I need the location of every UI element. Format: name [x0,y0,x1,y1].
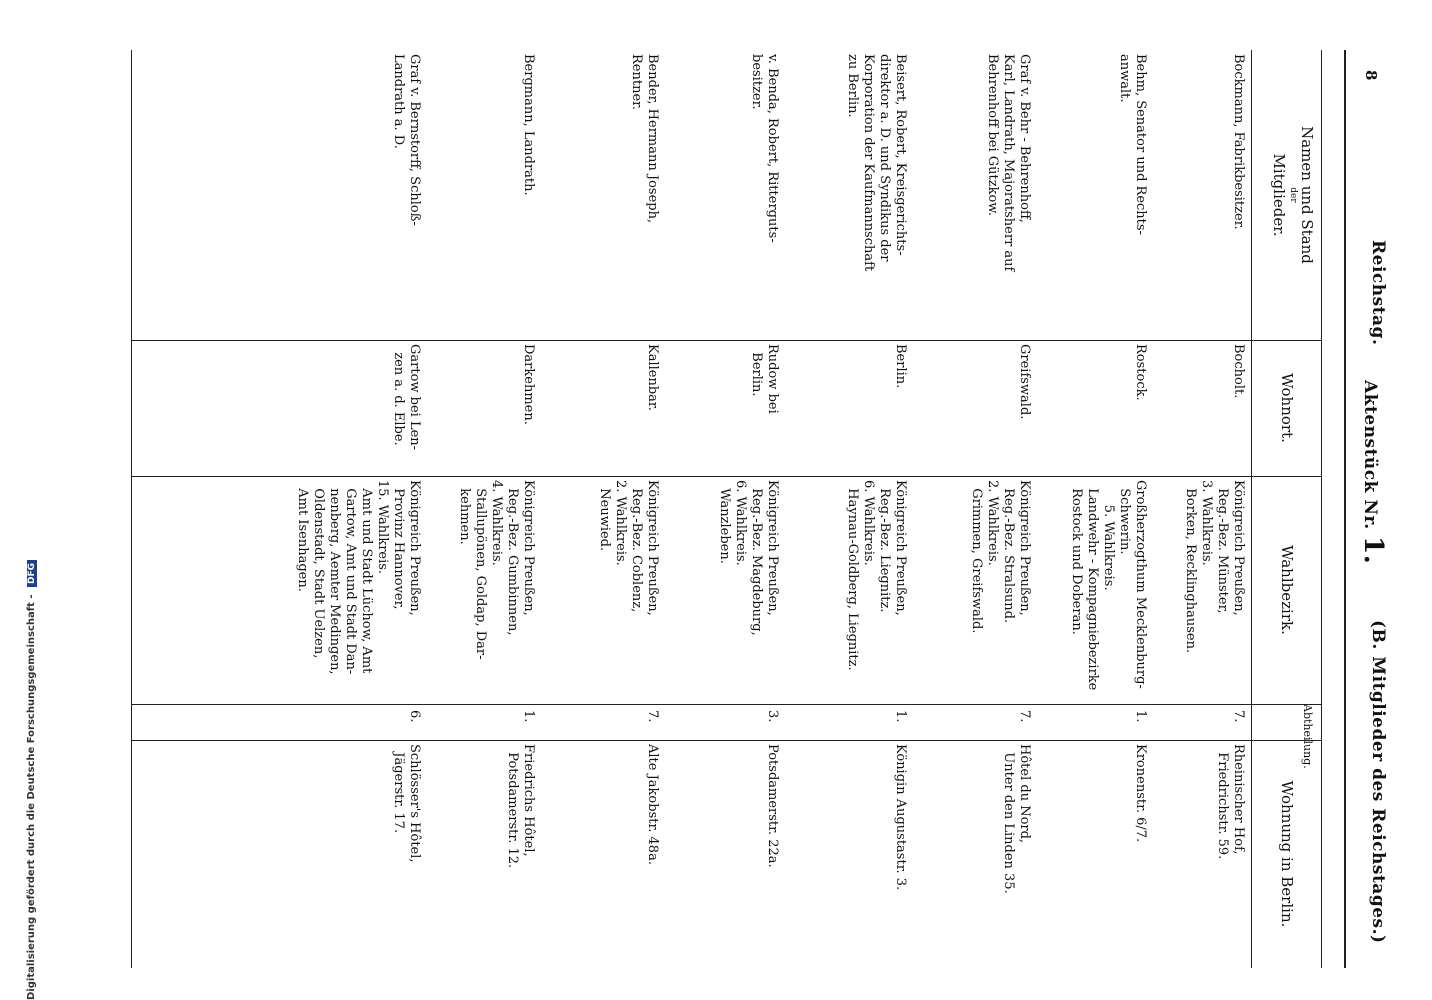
member-division: 1. [893,710,908,723]
member-division: 6. [407,710,422,723]
header-rule-top [1344,50,1346,968]
member-district: Königreich Preußen, Reg.-Bez. Stralsund. 2. Wahlkreis. Grimmen, Greifswald. [969,480,1032,634]
member-name: Bergmann, Landrath. [521,54,536,196]
member-berlin-address: Potsdamerstr. 22a. [765,744,780,868]
table-row [1150,0,1246,1000]
header-name-column [1270,50,1316,340]
member-berlin-address: Alte Jakobstr. 48a. [645,744,660,865]
table-rule-bottom [131,50,132,968]
member-residence: Berlin. [893,344,908,389]
member-name: Graf v. Behr - Behrenhoff, Karl, Landrath, Majoratsherr auf Behrenhoff bei Gützkow. [985,54,1032,272]
member-name: Behm, Senator und Rechts- anwalt. [1117,54,1148,235]
table-row [564,0,660,1000]
member-name: v. Benda, Robert, Ritterguts- besitzer. [749,54,780,243]
member-district: Königreich Preußen, Reg.-Bez. Gumbinnen, 4. Wahlkreis. Stallupönen, Goldap, Dar- kehmen. [457,480,536,660]
table-row [684,0,780,1000]
member-district: Königreich Preußen, Reg.-Bez. Münster, 3. Wahlkreis. Borken, Recklinghausen. [1183,480,1246,654]
table-row [936,0,1032,1000]
member-berlin-address: Kronenstr. 6/7. [1133,744,1148,843]
member-district: Königreich Preußen, Provinz Hannover, 15. Wahlkreis. Amt und Stadt Lüchow, Amt Gartow, Amt und Stadt Dan- nenberg, Aemter Medingen, Oldenstadt, Stadt Uelzen, Amt Isenhagen. [295,480,422,675]
header-name-line2: Mitglieder. [1270,153,1288,237]
running-title-number: 1. [1358,536,1388,565]
header-name-line1: Namen und Stand [1298,126,1316,264]
member-berlin-address: Schlösser's Hôtel, Jägerstr. 17. [391,744,422,863]
member-residence: Kallenbar. [645,344,660,411]
digitization-note-text-wrap [26,560,37,1000]
header-residence: Wohnort. [1278,373,1296,443]
header-division: Abtheilung. [1301,704,1314,769]
member-division: 3. [765,710,780,723]
dfg-logo: DFG [27,560,37,587]
table-rule-top [1321,50,1322,968]
member-residence: Greifswald. [1017,344,1032,420]
page-number: 8 [1362,70,1380,81]
running-title-left: Reichstag. [1368,240,1388,346]
member-berlin-address: Königin Augustastr. 3. [893,744,908,891]
member-residence: Bocholt. [1231,344,1246,399]
member-division: 7. [645,710,660,723]
member-residence: Rostock. [1133,344,1148,401]
table-row [262,0,422,1000]
member-berlin-address: Friedrichs Hôtel, Potsdamerstr. 12. [505,744,536,869]
member-name: Beisert, Robert, Kreisgerichts- direktor a. D. und Syndikus der Korporation der Kaufmannschaft zu Berlin. [845,54,908,272]
running-title-middle [1358,380,1388,564]
header-name-small: der [1288,187,1298,203]
member-division: 1. [521,710,536,723]
member-residence: Gartow bei Len- zen a. d. Elbe. [391,344,422,451]
table-row [812,0,908,1000]
digitization-note [20,0,40,1000]
member-residence: Rudow bei Berlin. [749,344,780,414]
member-district: Großherzogthum Mecklenburg- Schwerin. 5. Wahlkreis. Landwehr - Kompagniebezirke Rostock und Doberan. [1069,480,1148,691]
member-name: Graf v. Bernstorff, Schloß- Landrath a. D. [391,54,422,226]
member-division: 1. [1133,710,1148,723]
member-name: Bockmann, Fabrikbesitzer. [1231,54,1246,230]
member-division: 7. [1231,710,1246,723]
member-district: Königreich Preußen, Reg.-Bez. Magdeburg, 6. Wahlkreis. Wanzleben. [717,480,780,636]
member-district: Königreich Preußen, Reg.-Bez. Coblenz, 2. Wahlkreis. Neuwied. [597,480,660,616]
running-title-right: (B. Mitglieder des Reichstages.) [1368,620,1388,944]
digitization-note-text: Digitalisierung gefördert durch die Deutsche Forschungsgemeinschaft - [26,594,37,1000]
header-berlin: Wohnung in Berlin. [1278,780,1296,928]
member-district: Königreich Preußen, Reg.-Bez. Liegnitz. 6. Wahlkreis. Haynau-Goldberg, Liegnitz. [845,480,908,671]
table-row [440,0,536,1000]
header-district: Wahlbezirk. [1278,545,1296,635]
member-berlin-address: Hôtel du Nord, Unter den Linden 35. [1001,744,1032,894]
table-row [1052,0,1148,1000]
running-title-prefix: Aktenstück Nr. [1360,380,1380,530]
member-berlin-address: Rheinischer Hof, Friedrichstr. 59. [1215,744,1246,860]
member-division: 7. [1017,710,1032,723]
member-name: Bender, Hermann Joseph, Rentner. [629,54,660,224]
member-residence: Darkehmen. [521,344,536,425]
header-rule-bottom [1251,50,1252,968]
